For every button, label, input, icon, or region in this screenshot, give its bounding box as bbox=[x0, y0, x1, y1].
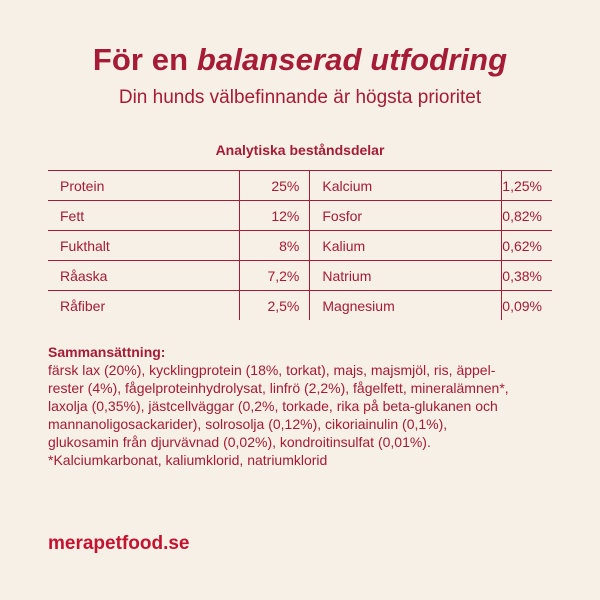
nutrient-name: Magnesium bbox=[310, 291, 502, 321]
page-title bbox=[0, 42, 600, 78]
composition-line: rester (4%), fågelproteinhydrolysat, linfrö (2,2%), fågelfett, mineralämnen*, bbox=[48, 380, 509, 396]
nutrient-value: 2,5% bbox=[239, 291, 310, 321]
nutrient-name: Fett bbox=[48, 201, 239, 231]
nutrient-value: 25% bbox=[239, 171, 310, 201]
page-subtitle: Din hunds välbefinnande är högsta prioritet bbox=[118, 87, 482, 108]
nutrient-value: 1,25% bbox=[502, 171, 552, 201]
nutrient-name: Protein bbox=[48, 171, 239, 201]
title-prefix: För en bbox=[92, 42, 197, 77]
composition-line: glukosamin från djurvävnad (0,02%), kondroitinsulfat (0,01%). bbox=[48, 434, 431, 450]
nutrient-value: 0,09% bbox=[502, 291, 552, 321]
composition-section bbox=[48, 343, 558, 469]
nutrient-value: 0,62% bbox=[502, 231, 552, 261]
nutrient-value: 7,2% bbox=[239, 261, 310, 291]
table-row bbox=[48, 261, 552, 291]
title-emphasis: balanserad utfodring bbox=[196, 42, 508, 77]
table-row bbox=[48, 231, 552, 261]
nutrient-value: 0,38% bbox=[502, 261, 552, 291]
composition-line: mannanoligosackarider), solrosolja (0,12%), cikoriainulin (0,1%), bbox=[48, 416, 448, 432]
analysis-table bbox=[48, 170, 552, 320]
table-row bbox=[48, 171, 552, 201]
nutrient-value: 0,82% bbox=[502, 201, 552, 231]
nutrient-name: Råaska bbox=[48, 261, 239, 291]
nutrient-name: Fosfor bbox=[310, 201, 502, 231]
composition-line: laxolja (0,35%), jästcellväggar (0,2%, torkade, rika på beta-glukanen och bbox=[48, 398, 498, 414]
nutrient-name: Råfiber bbox=[60, 297, 106, 314]
composition-line: färsk lax (20%), kycklingprotein (18%, torkat), majs, majsmjöl, ris, äppel- bbox=[48, 362, 496, 378]
nutrient-name: Natrium bbox=[310, 261, 502, 291]
nutrient-name: Kalium bbox=[310, 231, 502, 261]
table-row bbox=[48, 291, 552, 321]
nutrient-value: 8% bbox=[239, 231, 310, 261]
nutrient-value: 12% bbox=[239, 201, 310, 231]
nutrient-name: Kalcium bbox=[310, 171, 502, 201]
nutrient-name: Fukthalt bbox=[48, 231, 239, 261]
table-row bbox=[48, 201, 552, 231]
composition-heading: Sammansättning: bbox=[48, 344, 166, 360]
website-link[interactable]: merapetfood.se bbox=[48, 533, 190, 554]
composition-footnote: *Kalciumkarbonat, kaliumklorid, natriumklorid bbox=[48, 452, 328, 468]
analysis-heading: Analytiska beståndsdelar bbox=[215, 142, 385, 158]
